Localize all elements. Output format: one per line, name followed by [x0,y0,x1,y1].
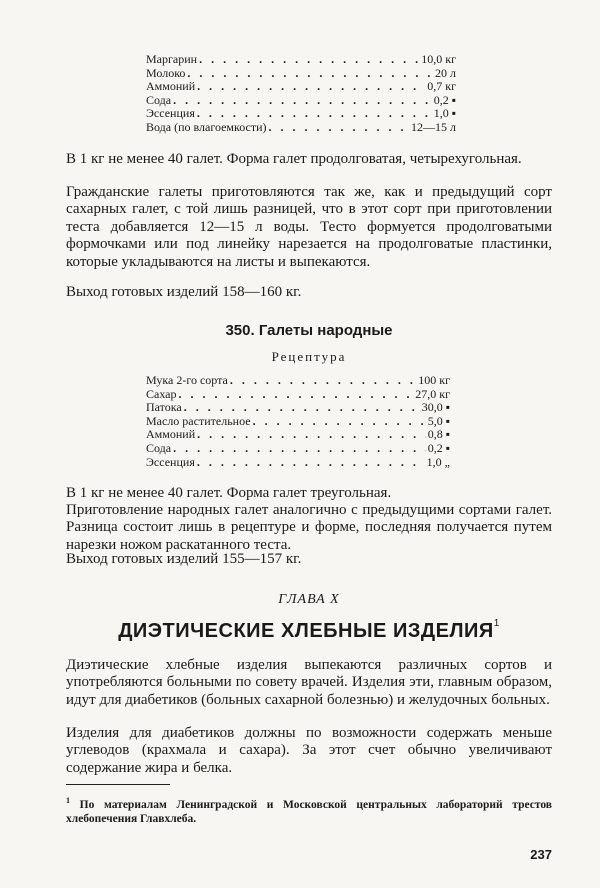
leader-dots [197,80,425,94]
footnote-marker: 1 [493,618,500,629]
paragraph: Выход готовых изделий 155—157 кг. [66,551,302,567]
recipe-table-top [146,53,456,135]
recipe-row [146,374,450,388]
ingredient-name: Мука 2-го сорта [146,373,228,387]
recipe-row [146,53,456,67]
ingredient-name: Молоко [146,65,186,80]
ingredient-amount: 1,0 ▪ [433,106,456,121]
ingredient-amount: 10,0 кг [421,52,456,66]
paragraph: Гражданские галеты приготовляются так же, как и предыдущий сорт сахарных галет, с той лишь разницей, что в этот сорт при приготовлении теста добавляется 12—15 л воды. Тесто формуется продолговатыми формочками или под линейку нарезается на продолговатые пластинки, которые укладываются на листы и выпекаются. [66,184,552,270]
recipe-row [146,107,456,121]
recipe-title: 350. Галеты народные [225,322,393,339]
paragraph: Изделия для диабетиков должны по возможности содержать меньше углеводов (крахмала и сахара). За этот счет обычно увеличивают содержание жира и белка. [66,725,552,776]
leader-dots [184,401,420,415]
ingredient-name: Вода (по влагоемкости) [146,119,267,134]
leader-dots [199,53,419,67]
paragraph: Диэтические хлебные изделия выпекаются различных сортов и употребляются больными по совету врачей. Изделия эти, главным образом, идут для диабетиков (больных сахарной болезнью) и желудочных больных. [66,657,552,708]
paragraph: В 1 кг не менее 40 галет. Форма галет треугольная. [66,485,392,501]
recipe-table-bottom [146,374,450,469]
ingredient-name: Эссенция [146,454,195,469]
recipe-subtitle: Рецептура [271,349,347,364]
ingredient-amount: 0,8 ▪ [427,427,450,442]
recipe-row [146,442,450,456]
ingredient-amount: 12—15 л [411,119,456,134]
chapter-title [66,620,552,643]
paragraph: В 1 кг не менее 40 галет. Форма галет продолговатая, четырехугольная. [66,151,522,167]
ingredient-name: Сахар [146,386,177,401]
ingredient-amount: 0,2 ▪ [427,440,450,455]
recipe-row [146,401,450,415]
recipe-row [146,67,456,81]
leader-dots [187,67,433,81]
chapter-title-text: ДИЭТИЧЕСКИЕ ХЛЕБНЫЕ ИЗДЕЛИЯ [118,620,494,642]
leader-dots [197,107,432,121]
ingredient-amount: 5,0 ▪ [427,413,450,428]
ingredient-name: Аммоний [146,427,196,442]
recipe-row [146,428,450,442]
recipe-row [146,415,450,429]
ingredient-amount: 100 кг [418,373,450,387]
recipe-row [146,94,456,108]
leader-dots [173,94,432,108]
leader-dots [173,442,426,456]
leader-dots [269,121,409,135]
leader-dots [230,374,416,388]
ingredient-name: Патока [146,400,182,415]
leader-dots [179,388,414,402]
ingredient-name: Сода [146,92,172,107]
ingredient-name: Масло растительное [146,413,251,428]
footnote-text: По материалам Ленинградской и Московской центральных лабораторий трестов хлебопечения Главхлеба. [66,798,552,825]
ingredient-name: Эссенция [146,106,195,121]
ingredient-amount: 1,0 „ [426,454,450,469]
footnote-number: 1 [66,796,70,805]
recipe-row [146,388,450,402]
ingredient-name: Сода [146,440,172,455]
recipe-row [146,456,450,470]
page-number: 237 [530,847,552,862]
footnote-divider [66,784,170,785]
ingredient-amount: 27,0 кг [415,386,450,401]
footnote [66,794,552,826]
paragraph: Приготовление народных галет аналогично с предыдущими сортами галет. Разница состоит лишь в рецептуре и форме, последняя получается путем нарезки ножом раскатанного теста. [66,502,552,553]
leader-dots [197,456,425,470]
leader-dots [253,415,426,429]
recipe-row [146,80,456,94]
ingredient-amount: 20 л [435,65,456,80]
ingredient-amount: 0,7 кг [427,79,456,94]
recipe-row [146,121,456,135]
chapter-label: ГЛАВА X [278,592,340,607]
ingredient-name: Маргарин [146,52,198,66]
leader-dots [197,428,426,442]
ingredient-amount: 0,2 ▪ [433,92,456,107]
ingredient-name: Аммоний [146,79,196,94]
ingredient-amount: 30,0 ▪ [421,400,450,415]
paragraph: Выход готовых изделий 158—160 кг. [66,284,302,300]
